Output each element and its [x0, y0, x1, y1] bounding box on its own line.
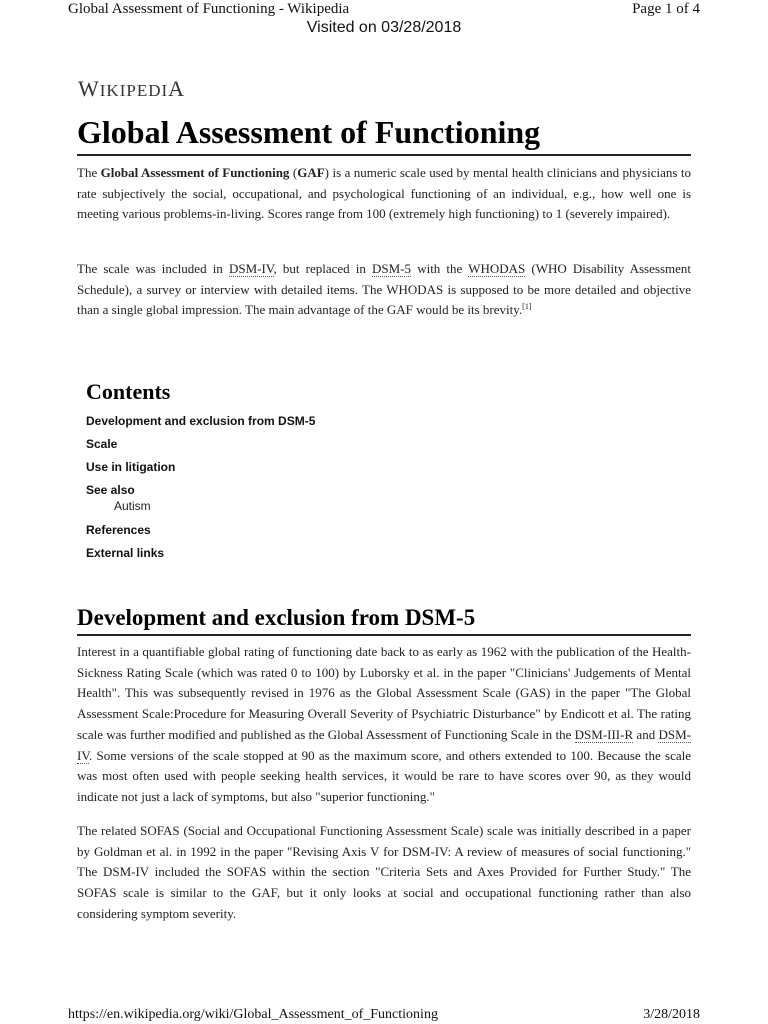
- toc-item-references[interactable]: References: [86, 523, 151, 537]
- link-dsm-iii-r[interactable]: DSM-III-R: [574, 726, 634, 742]
- bold-term-gaf: GAF: [297, 165, 325, 180]
- toc-item-external-links[interactable]: External links: [86, 546, 165, 560]
- intro-text-2: The scale was included in DSM-IV, but replaced in DSM-5 with the WHODAS (WHO Disability Assessment Schedule), a survey or interview with detailed items. The WHODAS is supposed to be more detailed and objective than a single global impression. The main advantage of the GAF would be its brevity.[1]: [77, 261, 691, 318]
- toc-item-development[interactable]: Development and exclusion from DSM-5: [86, 414, 316, 428]
- toc-item-use-in-litigation[interactable]: Use in litigation: [86, 460, 176, 474]
- reference-link-1[interactable]: [1]: [522, 302, 532, 312]
- link-whodas[interactable]: WHODAS: [468, 261, 526, 276]
- section-paragraph-2: [77, 821, 691, 925]
- link-dsm-iv-section[interactable]: DSM-IV: [77, 726, 691, 763]
- section-text-2: The related SOFAS (Social and Occupational Functioning Assessment Scale) scale was initially described in a paper by Goldman et al. in 1992 in the paper "Revising Axis V for DSM-IV: A review of measures of social functioning." The DSM-IV included the SOFAS within the section "Criteria Sets and Axes Provided for Further Study." The SOFAS scale is similar to the GAF, but it only looks at social and occupational functioning rather than also considering symptom severity.: [77, 823, 691, 921]
- toc-item-scale[interactable]: Scale: [86, 437, 118, 451]
- section-text-1: Interest in a quantifiable global rating of functioning date back to as early as 1962 with the publication of the Health-Sickness Rating Scale (which was rated 0 to 100) by Luborsky et al. in the paper "Clinicians' Judgements of Mental Health". This was subsequently revised in 1976 as the Global Assessment Scale (GAS) in the paper "The Global Assessment Scale:Procedure for Measuring Overall Severity of Psychiatric Disturbance" by Endicott et al. The rating scale was further modified and published as the Global Assessment of Functioning Scale in the DSM-III-R and DSM-IV. Some versions of the scale stopped at 90 as the maximum score, and others extended to 100. Because the scale was most often used with people seeking health services, it would be rare to have scores over 90, as they would indicate not just a lack of symptoms, but also "superior functioning.": [77, 644, 691, 804]
- bold-term-gaf-full: Global Assessment of Functioning: [100, 165, 290, 180]
- footer-date: 3/28/2018: [643, 1007, 700, 1022]
- intro-paragraph-2: [77, 259, 691, 321]
- wikipedia-logo[interactable]: WIKIPEDIA: [78, 76, 186, 101]
- section-paragraph-1: [77, 642, 691, 808]
- toc-subitem-autism[interactable]: Autism: [114, 499, 151, 513]
- section-heading-block: [77, 603, 691, 636]
- page-title: Global Assessment of Functioning: [77, 112, 691, 156]
- print-header-title: Global Assessment of Functioning - Wikipedia: [68, 1, 350, 17]
- print-header-page-number: Page 1 of 4: [632, 1, 700, 17]
- table-of-contents: [86, 378, 315, 568]
- section-heading-development: Development and exclusion from DSM-5: [77, 603, 691, 636]
- toc-item-see-also[interactable]: See also: [86, 483, 135, 497]
- visited-date: Visited on 03/28/2018: [306, 19, 462, 36]
- intro-text-1: The Global Assessment of Functioning (GAF) is a numeric scale used by mental health clinicians and physicians to rate subjectively the social, occupational, and psychological functioning of an individual, e.g., how well one is meeting various problems-in-living. Scores range from 100 (extremely high functioning) to 1 (severely impaired).: [77, 165, 691, 222]
- toc-title: Contents: [86, 379, 171, 404]
- link-dsm-iv[interactable]: DSM-IV: [228, 261, 274, 276]
- article-title-block: [77, 112, 691, 156]
- footer-url: https://en.wikipedia.org/wiki/Global_Assessment_of_Functioning: [68, 1007, 438, 1022]
- link-dsm-5[interactable]: DSM-5: [372, 261, 412, 276]
- intro-paragraph-1: [77, 163, 691, 225]
